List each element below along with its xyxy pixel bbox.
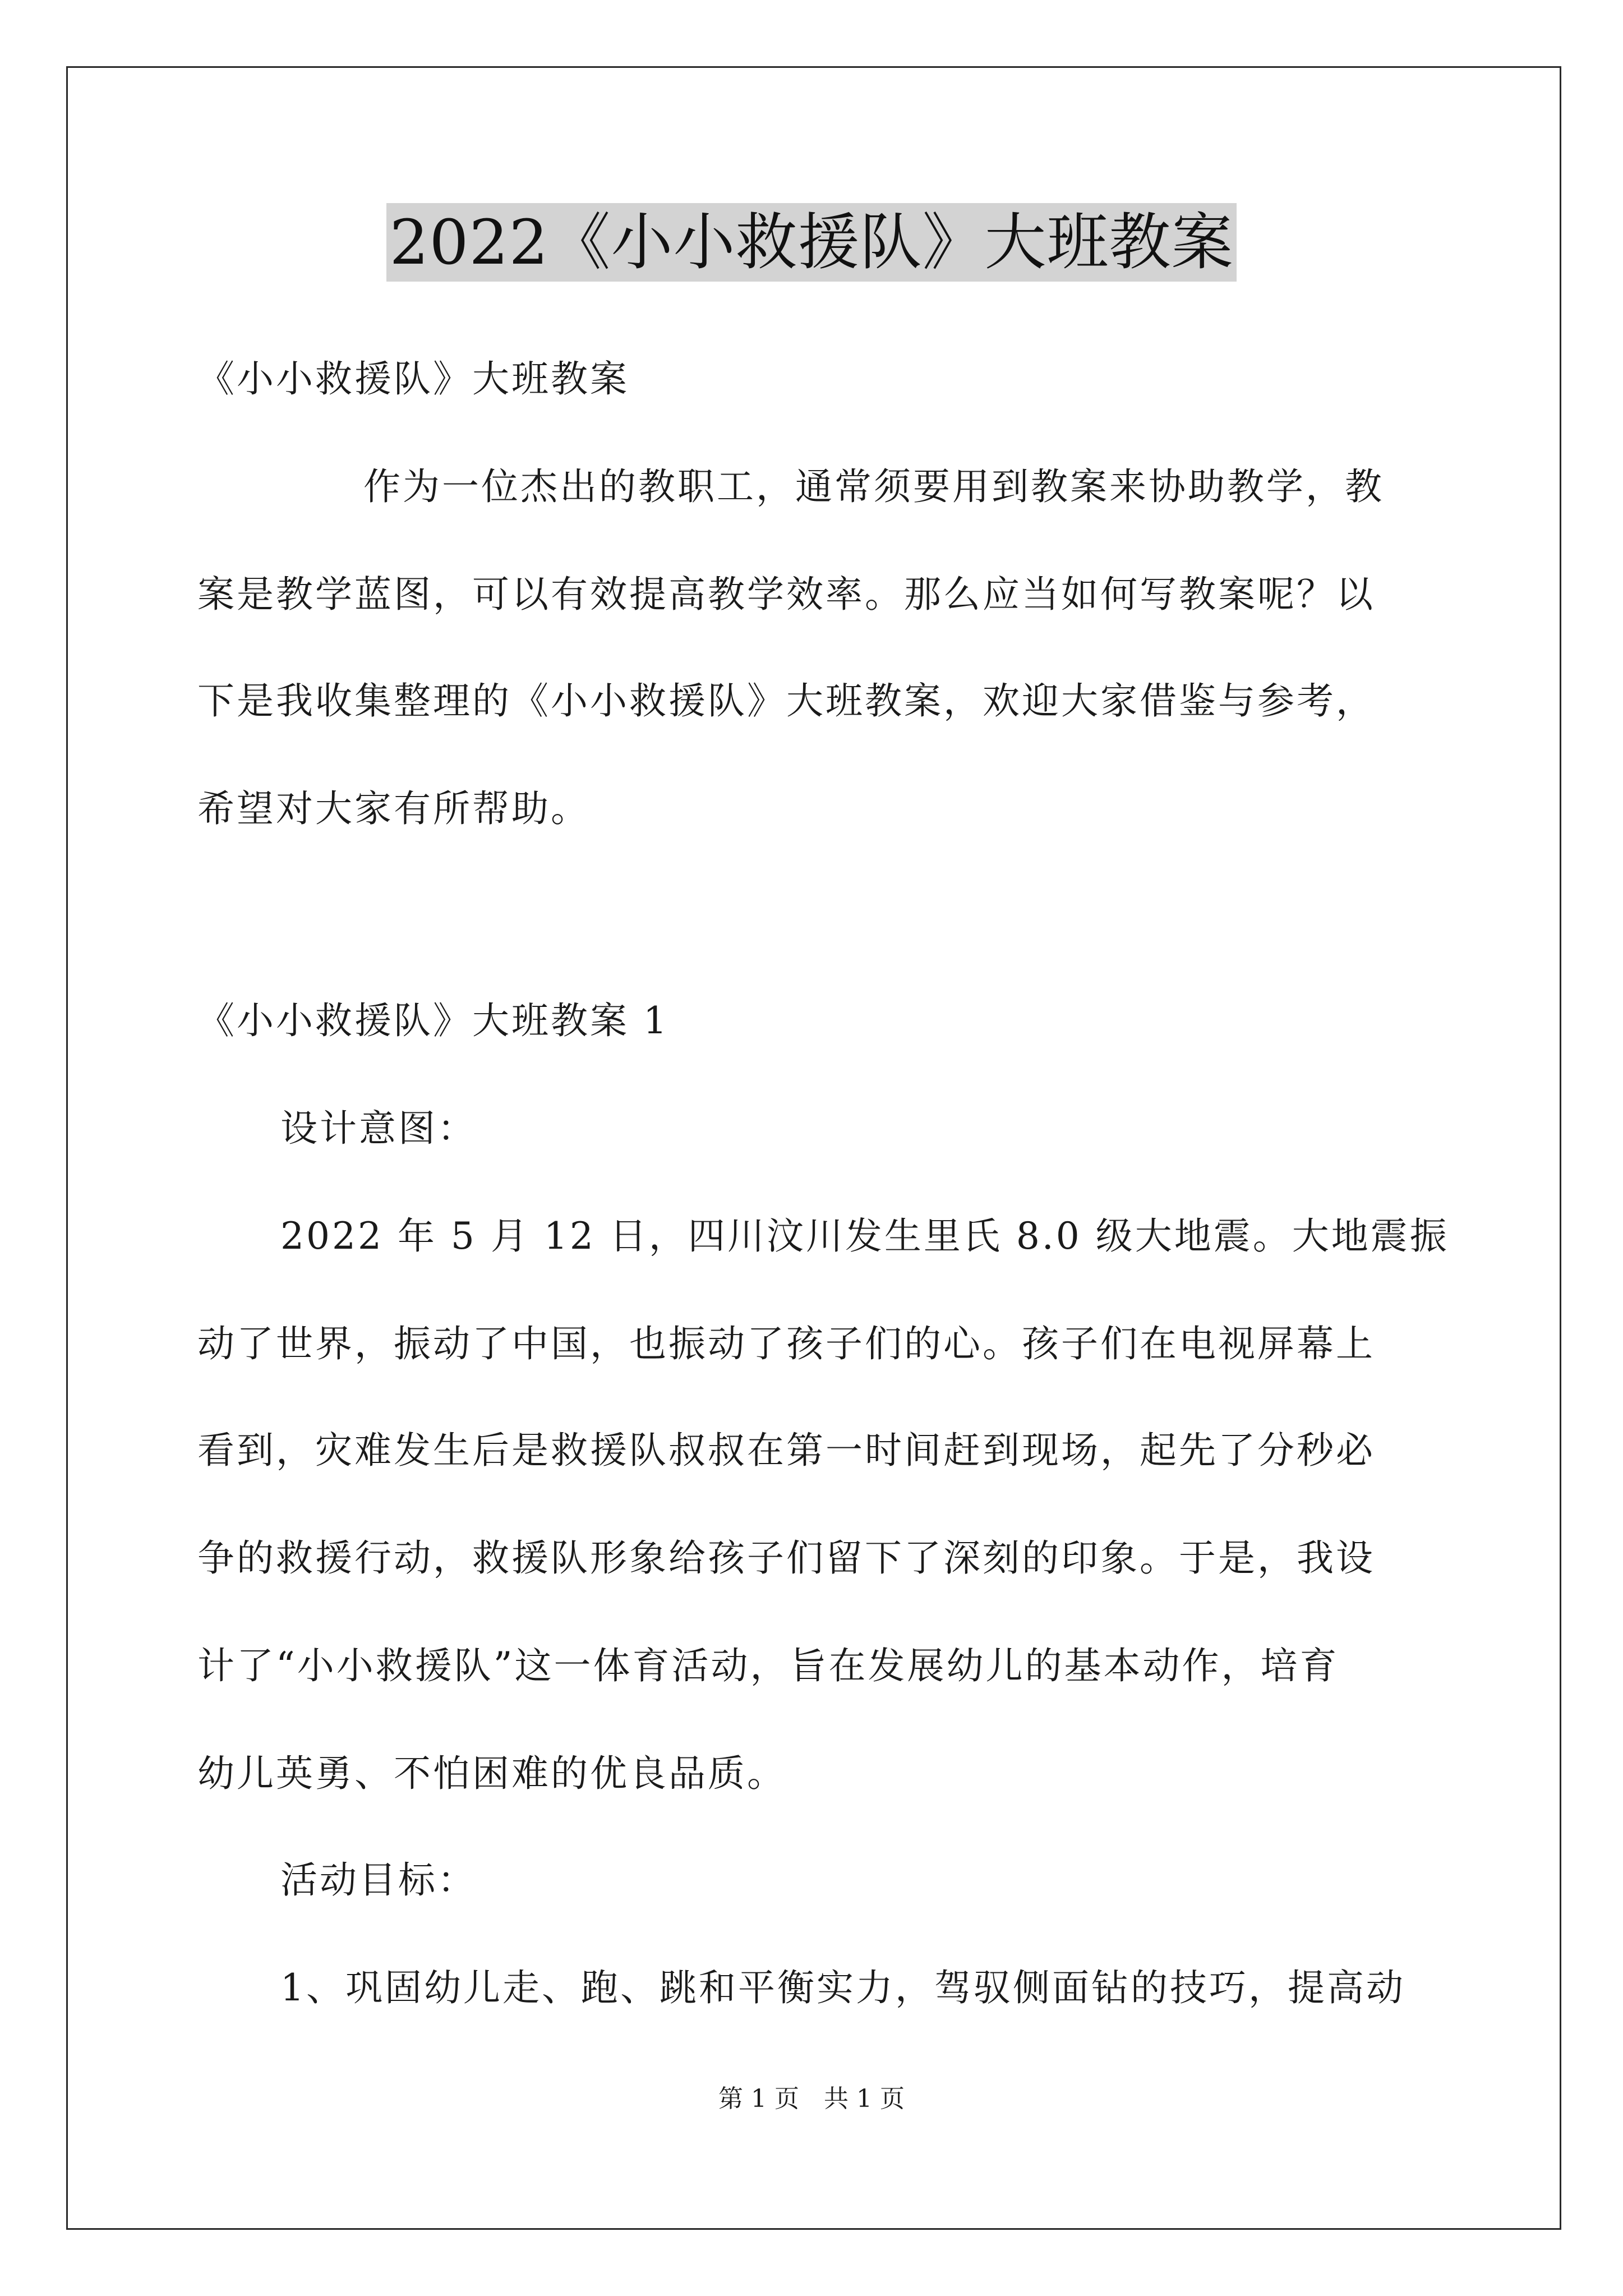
intro-line: 下是我收集整理的《小小救援队》大班教案，欢迎大家借鉴与参考，: [197, 679, 1375, 723]
section-heading: 《小小救援队》大班教案 1: [197, 999, 669, 1042]
intro-line: 希望对大家有所帮助。: [197, 787, 590, 830]
design-line: 看到，灾难发生后是救援队叔叔在第一时间赶到现场，起先了分秒必: [197, 1429, 1375, 1472]
document-subtitle: 《小小救援队》大班教案: [197, 357, 629, 401]
design-heading: 设计意图：: [280, 1107, 477, 1150]
intro-line: 作为一位杰出的教职工，通常须要用到教案来协助教学，教: [363, 465, 1384, 508]
goals-heading: 活动目标：: [280, 1858, 477, 1902]
design-line: 计了“小小救援队”这一体育活动，旨在发展幼儿的基本动作，培育: [197, 1644, 1339, 1687]
design-line: 争的救援行动，救援队形象给孩子们留下了深刻的印象。于是，我设: [197, 1536, 1375, 1580]
title-container: [0, 203, 1623, 282]
design-line: 动了世界，振动了中国，也振动了孩子们的心。孩子们在电视屏幕上: [197, 1322, 1375, 1365]
design-line: 幼儿英勇、不怕困难的优良品质。: [197, 1752, 786, 1795]
document-title: 2022《小小救援队》大班教案: [386, 203, 1237, 282]
intro-line: 案是教学蓝图，可以有效提高教学效率。那么应当如何写教案呢？以: [197, 573, 1375, 616]
goal-line: 1、巩固幼儿走、跑、跳和平衡实力，驾驭侧面钻的技巧，提高动: [280, 1966, 1405, 2009]
page-footer: 第 1 页 共 1 页: [718, 2085, 905, 2113]
design-line: 2022 年 5 月 12 日，四川汶川发生里氏 8.0 级大地震。大地震振: [280, 1214, 1449, 1258]
